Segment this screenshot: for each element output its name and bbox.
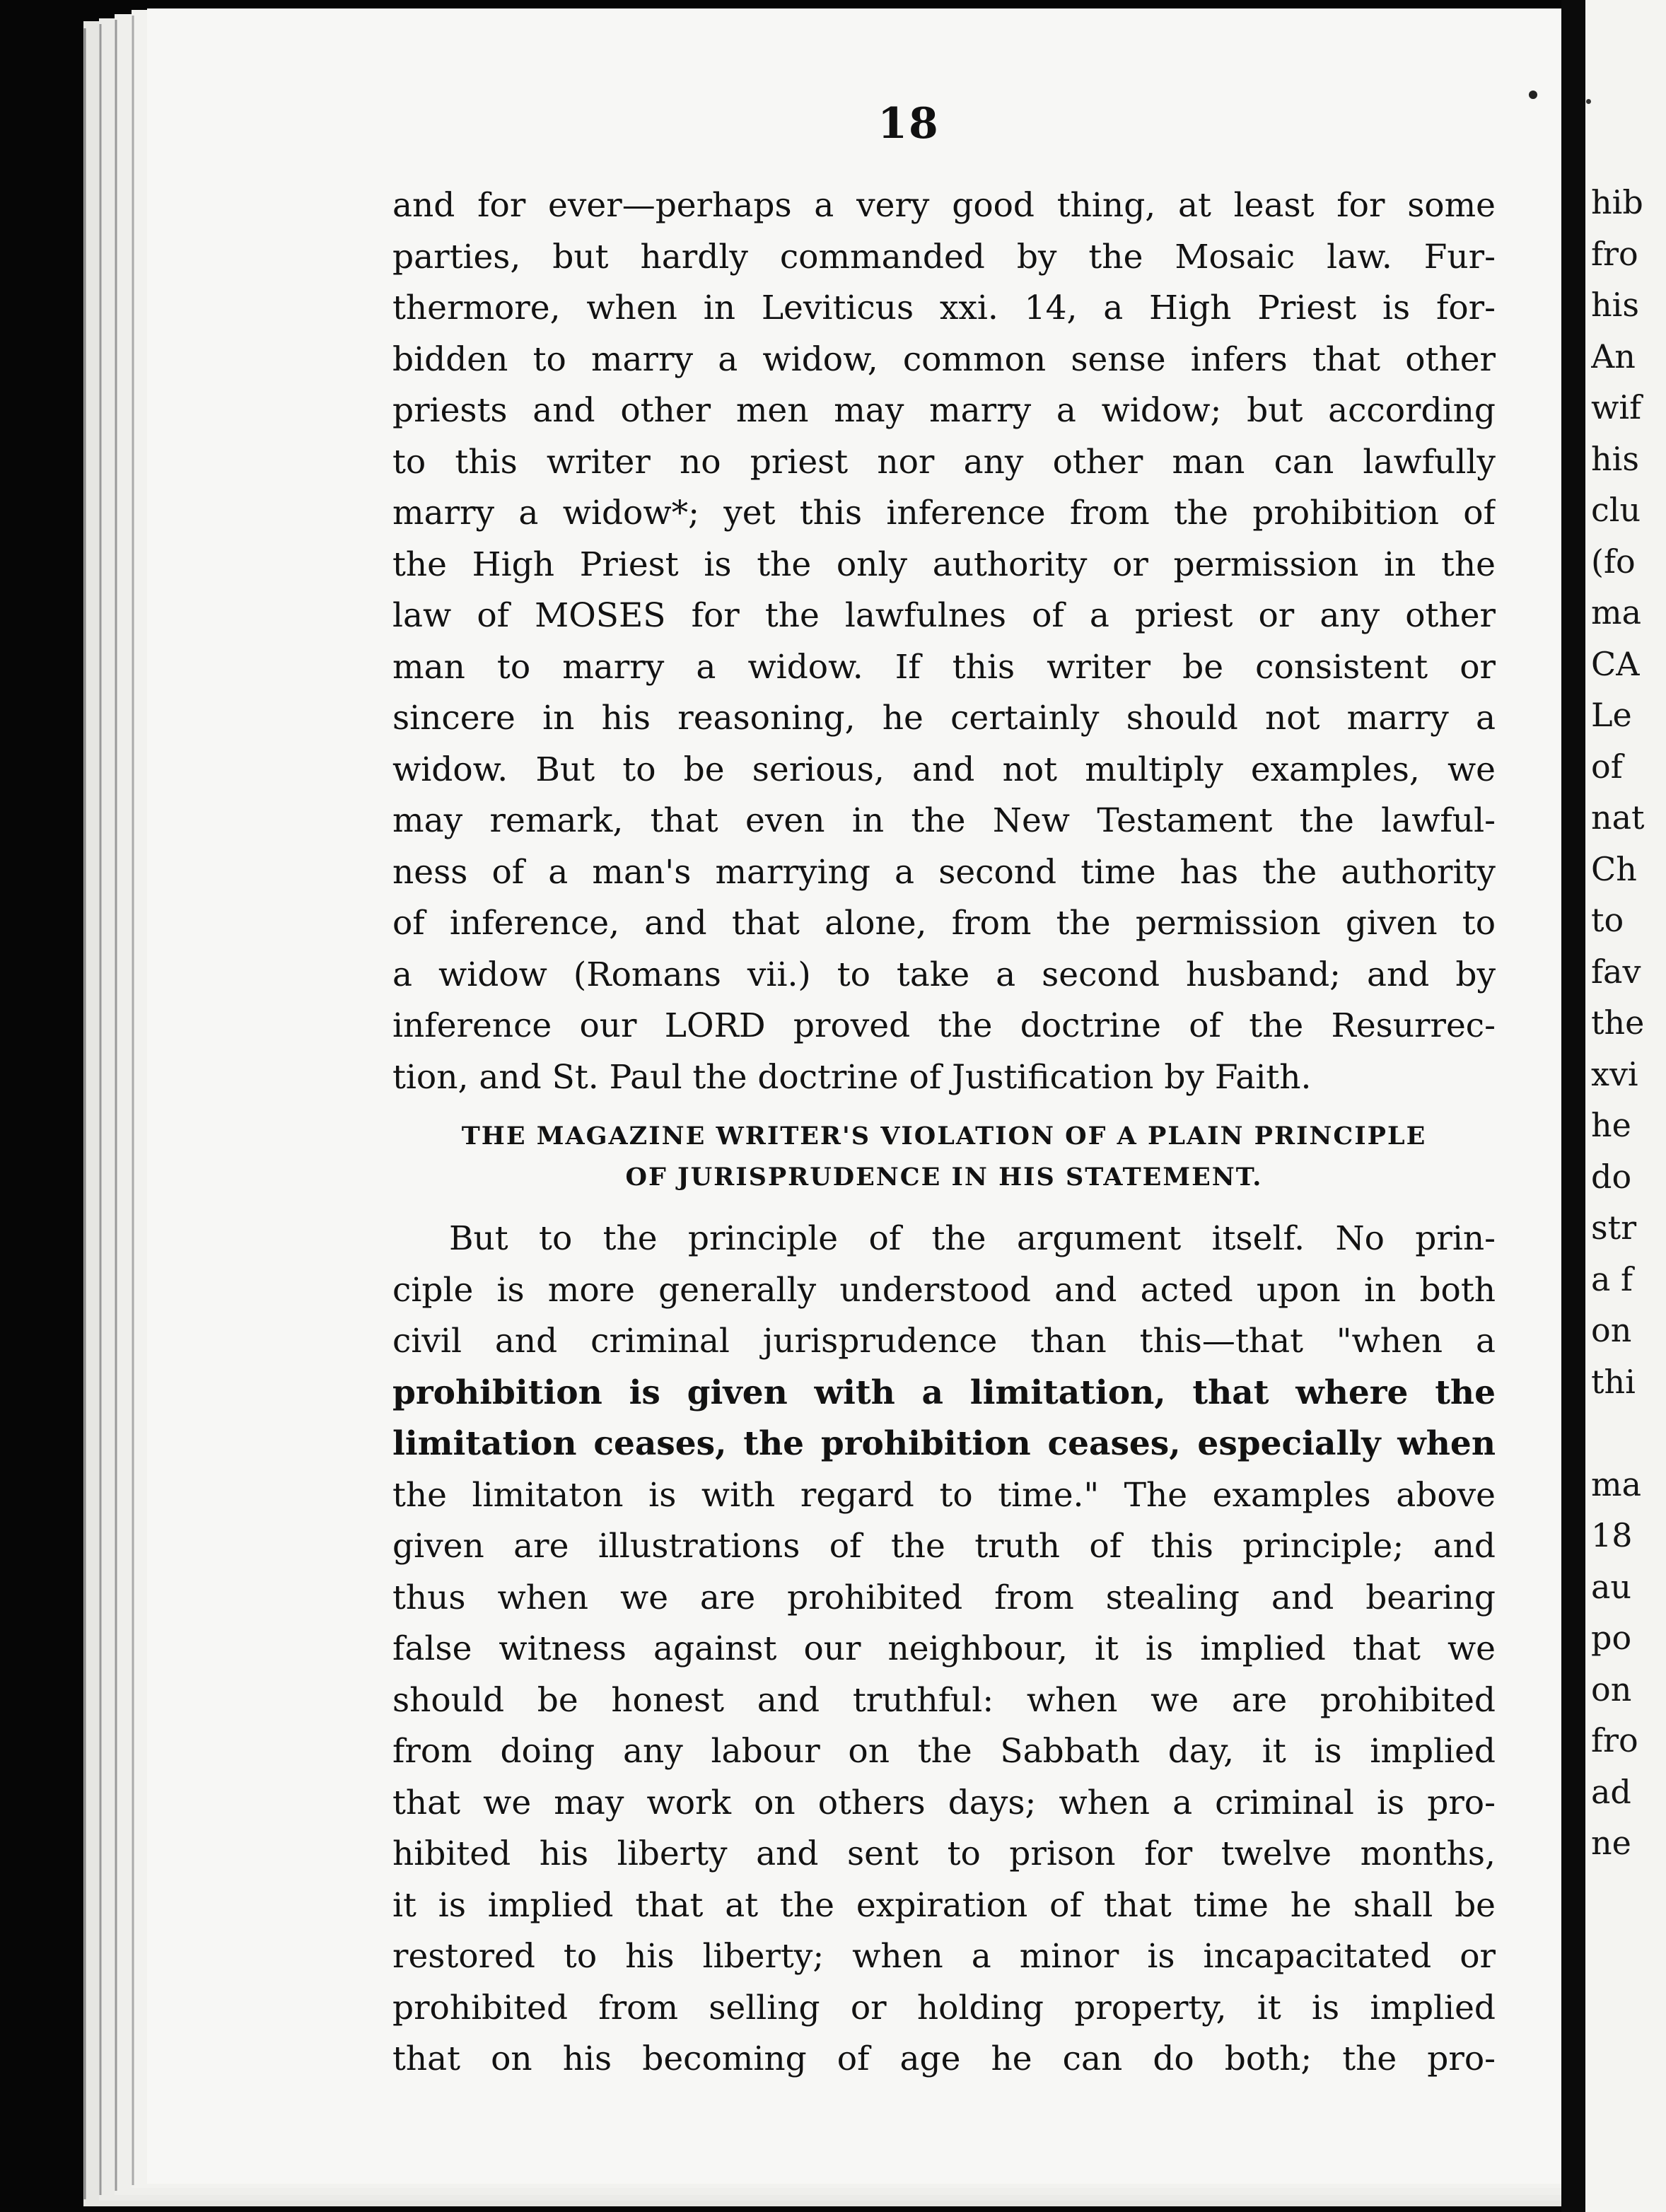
text-line: limitation ceases, the prohibition ceases, especially when [392, 1424, 1496, 1463]
text-line: tion, and St. Paul the doctrine of Justification by Faith. [392, 1057, 1312, 1097]
section-heading-line: OF JURISPRUDENCE IN HIS STATEMENT. [625, 1163, 1263, 1192]
gutter-speck [1586, 99, 1591, 104]
facing-page-fragment: do [1591, 1157, 1632, 1196]
facing-page-fragment: An [1591, 337, 1636, 376]
facing-page-fragment: ad [1591, 1772, 1631, 1811]
text-line: prohibited from selling or holding property, it is implied [392, 1988, 1496, 2027]
facing-page-fragment: fro [1591, 1721, 1638, 1759]
text-line: may remark, that even in the New Testament the lawful- [392, 801, 1496, 840]
text-line: the limitaton is with regard to time." The examples above [392, 1475, 1496, 1515]
text-line: of inference, and that alone, from the permission given to [392, 904, 1496, 943]
section-heading [392, 1116, 1496, 1198]
facing-page-fragment: ma [1591, 593, 1642, 631]
section-heading-line: THE MAGAZINE WRITER'S VIOLATION OF A PLAIN PRINCIPLE [461, 1122, 1427, 1151]
text-line: civil and criminal jurisprudence than this—that "when a [392, 1322, 1496, 1361]
paragraph-1 [392, 180, 1496, 1103]
page-body [392, 180, 1496, 2085]
facing-page-fragment: nat [1591, 798, 1645, 837]
facing-page-fragment: to [1591, 901, 1624, 939]
text-line: and for ever—perhaps a very good thing, at least for some [392, 186, 1496, 225]
facing-page-fragment: Ch [1591, 849, 1637, 888]
text-line: thermore, when in Leviticus xxi. 14, a High Priest is for- [392, 289, 1496, 327]
text-line: ciple is more generally understood and acted upon in both [392, 1270, 1496, 1310]
facing-page-fragment: on [1591, 1311, 1632, 1349]
facing-page-fragment: Le [1591, 696, 1632, 734]
text-line: it is implied that at the expiration of that time he shall be [392, 1885, 1496, 1925]
facing-page-fragments [1591, 177, 1666, 1869]
facing-page-fragment: ma [1591, 1465, 1642, 1503]
text-line: thus when we are prohibited from stealing and bearing [392, 1578, 1496, 1617]
facing-page-fragment: of [1591, 747, 1623, 786]
text-line: law of MOSES for the lawfulnes of a priest or any other [392, 596, 1496, 635]
facing-page-fragment: thi [1591, 1362, 1636, 1401]
text-line: sincere in his reasoning, he certainly should not marry a [392, 699, 1496, 738]
facing-page-fragment: au [1591, 1567, 1632, 1606]
text-line: man to marry a widow. If this writer be consistent or [392, 647, 1496, 687]
text-line: a widow (Romans vii.) to take a second husband; and by [392, 955, 1496, 994]
facing-page-fragment: his [1591, 286, 1639, 324]
text-line: marry a widow*; yet this inference from the prohibition of [392, 494, 1496, 532]
facing-page-fragment: on [1591, 1670, 1632, 1709]
facing-page-fragment: his [1591, 439, 1639, 478]
facing-page-fragment [1591, 1407, 1666, 1459]
text-line: priests and other men may marry a widow; but according [392, 391, 1496, 430]
facing-page-fragment: the [1591, 1003, 1645, 1042]
text-line: bidden to marry a widow, common sense infers that other [392, 339, 1496, 379]
text-line: But to the principle of the argument itself. No prin- [449, 1219, 1496, 1258]
facing-page-fragment: po [1591, 1619, 1632, 1657]
text-line: to this writer no priest nor any other man can lawfully [392, 442, 1496, 482]
text-line: the High Priest is the only authority or permission in the [392, 545, 1496, 584]
facing-page-fragment: fro [1591, 234, 1638, 273]
text-line: parties, but hardly commanded by the Mosaic law. Fur- [392, 237, 1496, 276]
text-line: that on his becoming of age he can do both; the pro- [392, 2039, 1496, 2078]
text-line: from doing any labour on the Sabbath day, it is implied [392, 1732, 1496, 1771]
facing-page-fragment: 18 [1591, 1516, 1633, 1554]
text-line: widow. But to be serious, and not multiply examples, we [392, 750, 1496, 789]
facing-page-fragment: ne [1591, 1824, 1631, 1862]
text-line: false witness against our neighbour, it is implied that we [392, 1629, 1496, 1668]
text-line: should be honest and truthful: when we are prohibited [392, 1680, 1496, 1720]
text-line: given are illustrations of the truth of this principle; and [392, 1527, 1496, 1566]
text-line: restored to his liberty; when a minor is incapacitated or [392, 1937, 1496, 1976]
facing-page-fragment: hib [1591, 183, 1643, 221]
facing-page-fragment: CA [1591, 644, 1640, 683]
facing-page-fragment: clu [1591, 491, 1641, 529]
facing-page-fragment: a f [1591, 1259, 1633, 1298]
text-line: inference our LORD proved the doctrine of the Resurrec- [392, 1006, 1496, 1045]
paragraph-2 [392, 1213, 1496, 2085]
facing-page-fragment: he [1591, 1106, 1631, 1144]
facing-page-fragment: str [1591, 1209, 1637, 1247]
text-line: prohibition is given with a limitation, that where the [392, 1373, 1496, 1412]
facing-page-fragment: (fo [1591, 542, 1636, 581]
text-line: ness of a man's marrying a second time has the authority [392, 852, 1496, 892]
facing-page-fragment: fav [1591, 952, 1641, 991]
page-number: 18 [878, 99, 940, 149]
text-line: that we may work on others days; when a criminal is pro- [392, 1783, 1496, 1822]
facing-page-fragment: wif [1591, 388, 1642, 426]
facing-page-fragment: xvi [1591, 1054, 1638, 1093]
text-line: hibited his liberty and sent to prison for twelve months, [392, 1834, 1496, 1873]
